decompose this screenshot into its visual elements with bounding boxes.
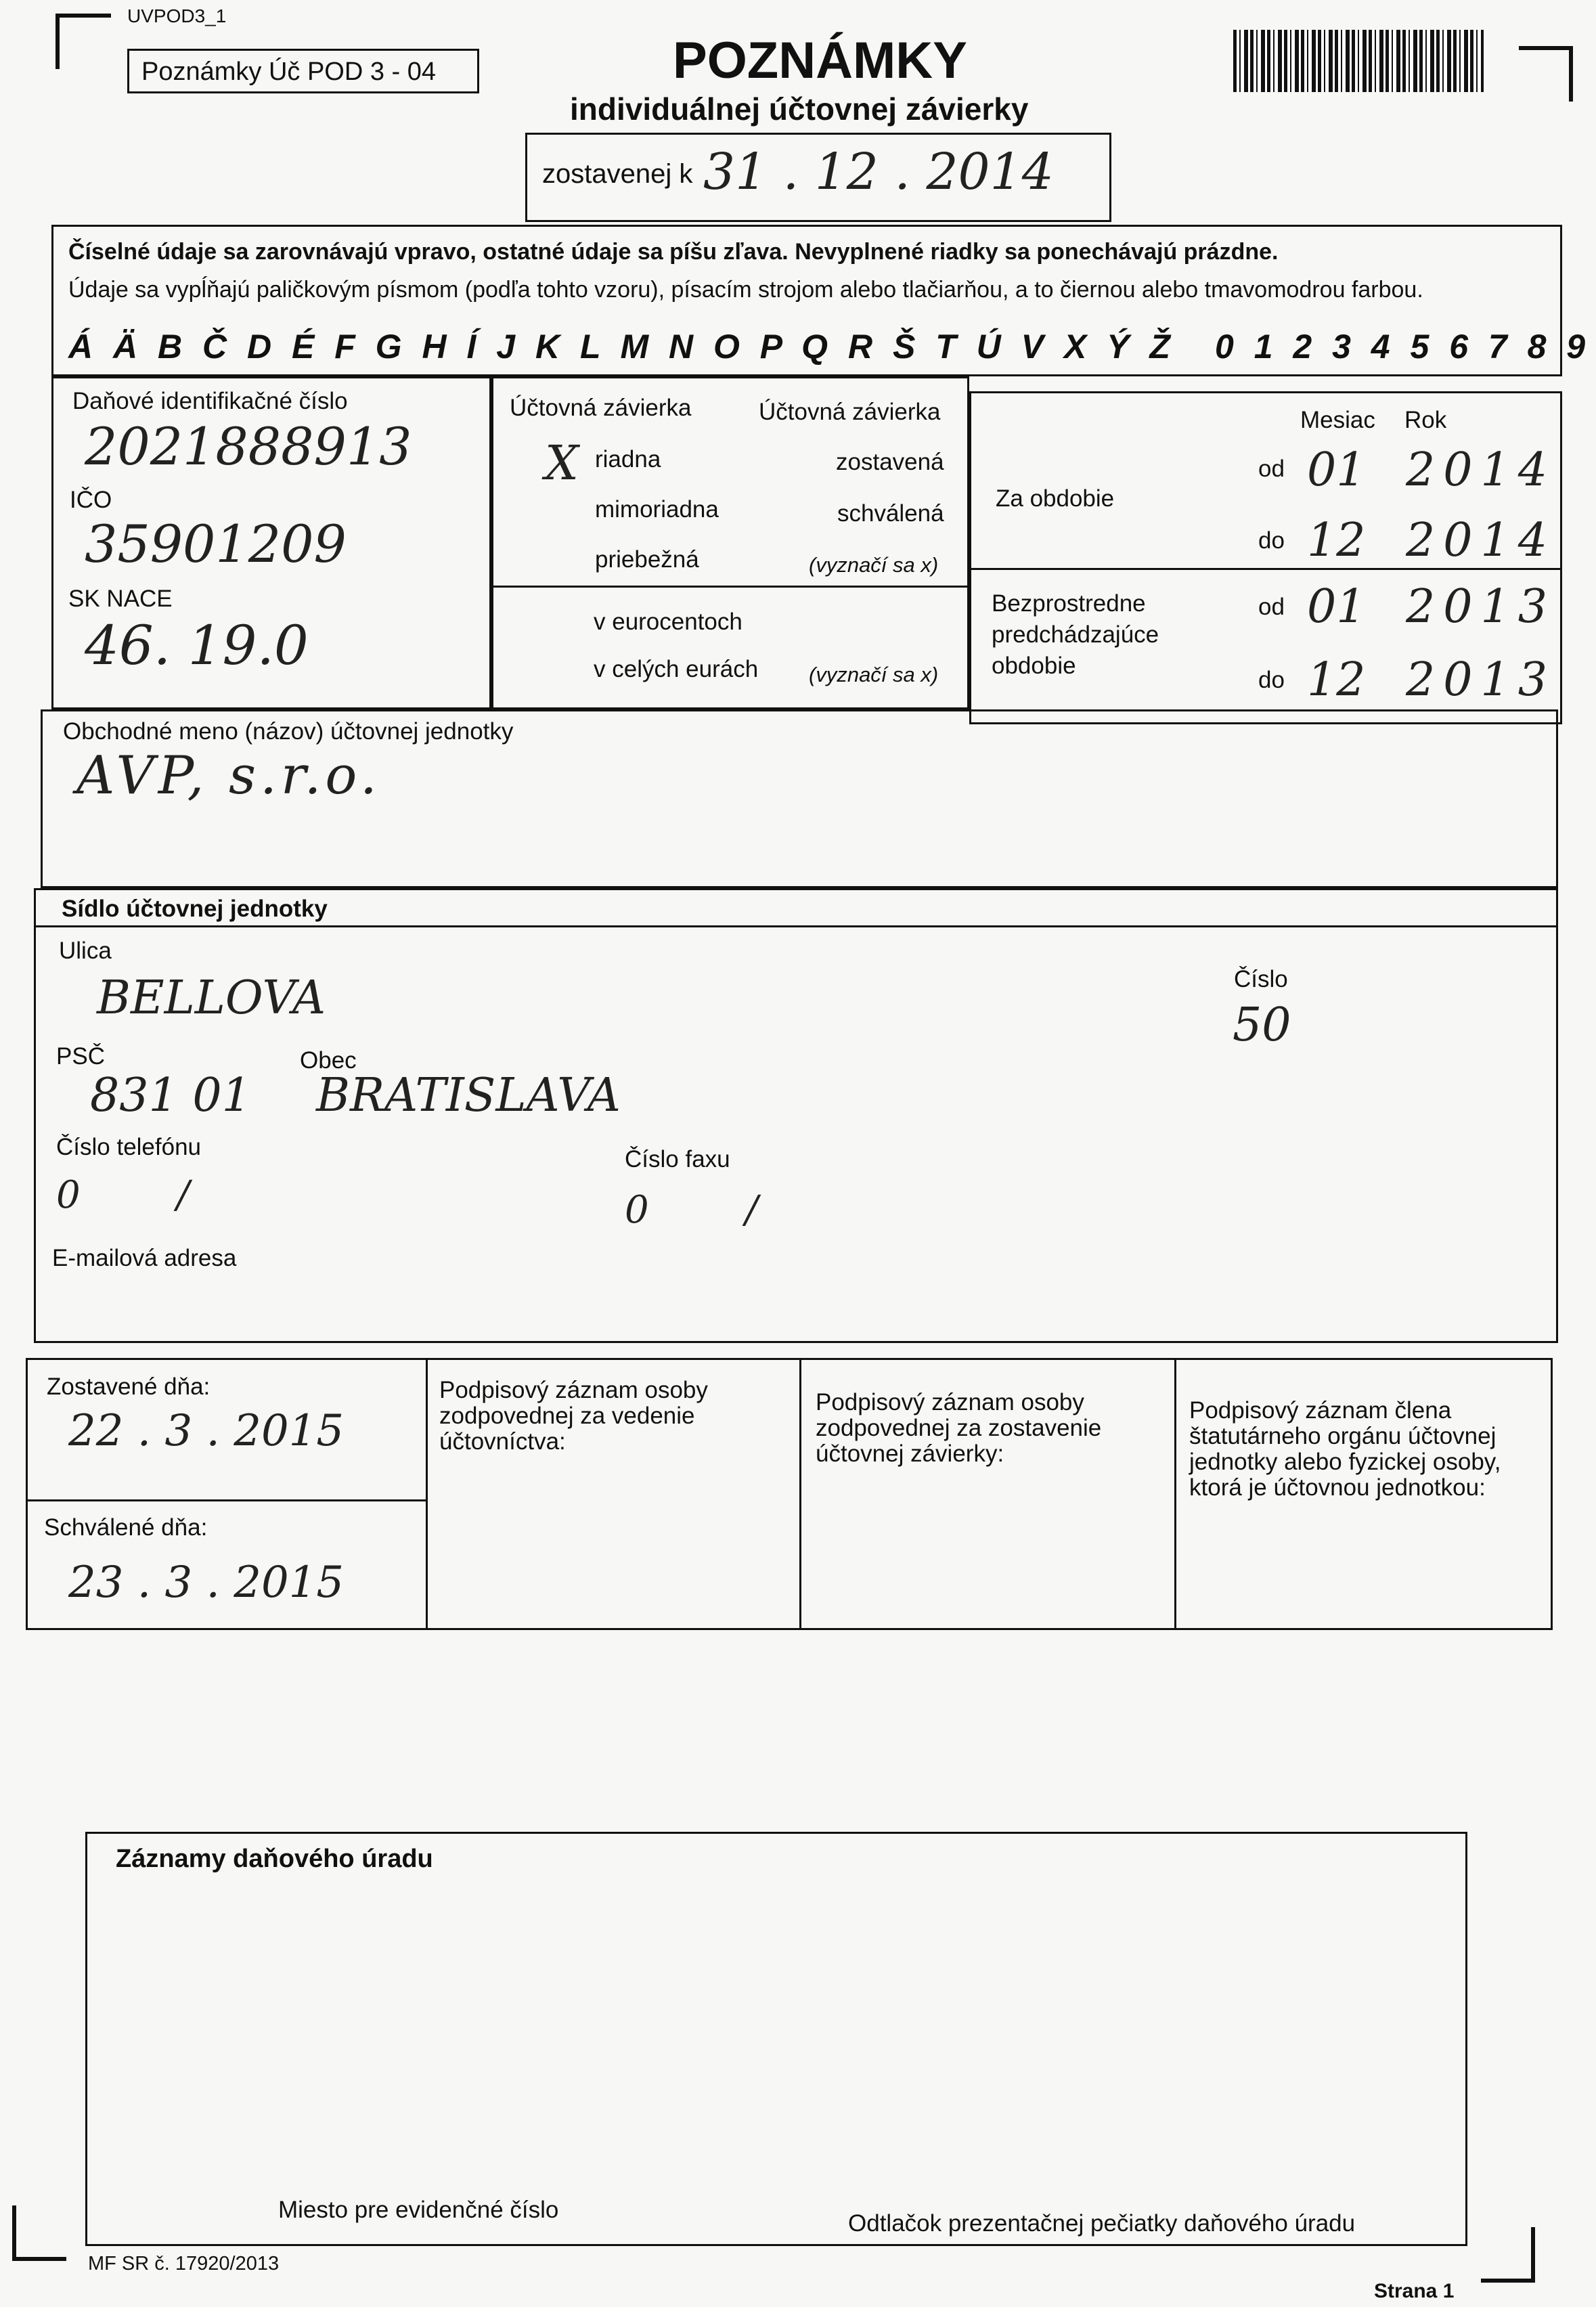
corner-mark-top-left xyxy=(56,14,60,69)
corner-mark-top-left-h xyxy=(56,14,111,18)
year-label: Rok xyxy=(1404,407,1447,433)
approved-date-label: Schválené dňa: xyxy=(44,1514,208,1541)
city-label: Obec xyxy=(300,1047,357,1074)
closing-mark-note: (vyznačí sa x) xyxy=(809,553,939,577)
number-label: Číslo xyxy=(1234,966,1288,992)
stamp-label: Odtlačok prezentačnej pečiatky daňového úradu xyxy=(848,2210,1356,2237)
email-label: E-mailová adresa xyxy=(52,1245,237,1271)
barcode xyxy=(1233,30,1484,92)
instructions-line-2: Údaje sa vypĺňajú paličkovým písmom (podľa tohto vzoru), písacím strojom alebo tlačiarňou, a to čiernou alebo tmavomodrou farbou. xyxy=(68,277,1423,303)
company-name-label: Obchodné meno (názov) účtovnej jednotky xyxy=(63,718,514,745)
ico-value: 35901209 xyxy=(85,514,347,574)
prepared-date-label: Zostavené dňa: xyxy=(47,1374,210,1400)
identification-box xyxy=(51,376,491,709)
compiler-signature-label: Podpisový záznam osoby zodpovednej za zostavenie účtovnej závierky: xyxy=(816,1389,1102,1467)
ico-label: IČO xyxy=(70,487,112,513)
phone-value: 0 / xyxy=(56,1173,190,1217)
document-subtitle: individuálnej účtovnej závierky xyxy=(570,91,1029,127)
signature-col-divider-3 xyxy=(1174,1360,1176,1628)
corner-mark-bottom-left xyxy=(12,2205,16,2261)
company-name-value: AVP, s.r.o. xyxy=(76,745,381,806)
number-value: 50 xyxy=(1233,998,1291,1052)
form-name: Poznámky Úč POD 3 - 04 xyxy=(141,58,437,86)
corner-mark-top-right xyxy=(1569,46,1573,102)
current-from-month: 01 xyxy=(1307,443,1366,497)
date-divider xyxy=(28,1499,426,1501)
fax-label: Číslo faxu xyxy=(625,1146,730,1172)
previous-to-month: 12 xyxy=(1307,653,1366,707)
company-name-box xyxy=(41,709,1558,888)
closing-divider xyxy=(493,586,967,588)
current-to-label: do xyxy=(1258,527,1285,554)
seat-heading-divider xyxy=(36,925,1556,927)
signatures-box xyxy=(26,1358,1553,1630)
page-number: Strana 1 xyxy=(1374,2280,1455,2302)
seat-box xyxy=(34,888,1558,1343)
prepared-to-label: zostavenej k xyxy=(542,159,693,189)
option-whole-euros: v celých eurách xyxy=(594,656,759,682)
form-name-box xyxy=(127,49,479,93)
previous-from-label: od xyxy=(1258,594,1285,620)
fax-value: 0 / xyxy=(625,1188,758,1232)
corner-mark-bottom-right xyxy=(1531,2227,1535,2283)
footer-code: MF SR č. 17920/2013 xyxy=(88,2253,280,2275)
closing-header-left: Účtovná závierka xyxy=(510,395,692,421)
closing-mark: X xyxy=(545,435,579,491)
city-value: BRATISLAVA xyxy=(316,1069,621,1122)
option-interim: priebežná xyxy=(595,546,699,573)
month-label: Mesiac xyxy=(1300,407,1375,433)
currency-mark-note: (vyznačí sa x) xyxy=(809,663,939,686)
nace-label: SK NACE xyxy=(68,586,173,612)
prepared-date-value: 22 . 3 . 2015 xyxy=(68,1406,345,1456)
zip-value: 831 01 xyxy=(90,1069,251,1122)
signature-col-divider-1 xyxy=(426,1360,428,1628)
nace-value: 46. 19.0 xyxy=(85,614,309,677)
dic-value: 2021888913 xyxy=(85,416,412,477)
option-compiled: zostavená xyxy=(836,449,944,475)
instructions-box xyxy=(51,225,1586,376)
previous-to-label: do xyxy=(1258,667,1285,693)
previous-to-year: 2013 xyxy=(1406,653,1556,707)
signature-col-divider-2 xyxy=(799,1360,801,1628)
sample-digits: 0 1 2 3 4 5 6 7 8 9 xyxy=(1215,328,1586,366)
option-eurocents: v eurocentoch xyxy=(594,609,742,635)
evidence-number-label: Miesto pre evidenčné číslo xyxy=(278,2197,559,2223)
zip-label: PSČ xyxy=(56,1043,105,1070)
accounting-signature-label: Podpisový záznam osoby zodpovednej za vedenie účtovníctva: xyxy=(439,1377,708,1455)
option-approved: schválená xyxy=(837,500,944,527)
prepared-to-value: 31 . 12 . 2014 xyxy=(703,143,1054,201)
previous-period-label: Bezprostredne predchádzajúce obdobie xyxy=(992,590,1159,679)
periods-box xyxy=(969,391,1562,724)
tax-office-box xyxy=(85,1832,1467,2246)
sample-letters: Á Ä B Č D É F G H Í J K L M N O P Q R Š T Ú V X Ý Ž xyxy=(68,328,1170,366)
corner-mark-top-right-h xyxy=(1519,46,1573,50)
closing-header-right: Účtovná závierka xyxy=(759,399,941,425)
street-label: Ulica xyxy=(59,938,112,964)
instructions-line-1: Číselné údaje sa zarovnávajú vpravo, ostatné údaje sa píšu zľava. Nevyplnené riadky sa ponechávajú prázdne. xyxy=(68,239,1279,265)
corner-mark-bottom-left-h xyxy=(12,2257,66,2261)
tax-office-heading: Záznamy daňového úradu xyxy=(116,1845,433,1873)
current-from-year: 2014 xyxy=(1406,443,1556,497)
seat-heading: Sídlo účtovnej jednotky xyxy=(62,896,328,922)
street-value: BELLOVA xyxy=(97,971,326,1025)
current-to-month: 12 xyxy=(1307,514,1366,567)
corner-mark-bottom-right-h xyxy=(1481,2279,1535,2283)
current-to-year: 2014 xyxy=(1406,514,1556,567)
prepared-to-box xyxy=(525,133,1111,222)
option-extraordinary: mimoriadna xyxy=(595,496,719,523)
phone-label: Číslo telefónu xyxy=(56,1134,202,1160)
approved-date-value: 23 . 3 . 2015 xyxy=(68,1558,345,1608)
previous-from-month: 01 xyxy=(1307,580,1366,634)
statutory-signature-label: Podpisový záznam člena štatutárneho orgánu účtovnej jednotky alebo fyzickej osoby, ktorá je účtovnou jednotkou: xyxy=(1189,1397,1501,1501)
current-from-label: od xyxy=(1258,456,1285,482)
document-title: POZNÁMKY xyxy=(673,32,967,89)
closing-type-box xyxy=(491,376,969,709)
previous-from-year: 2013 xyxy=(1406,580,1556,634)
form-code: UVPOD3_1 xyxy=(127,5,227,26)
dic-label: Daňové identifikačné číslo xyxy=(72,388,348,414)
current-period-label: Za obdobie xyxy=(996,485,1115,512)
option-regular: riadna xyxy=(595,446,661,473)
periods-divider xyxy=(971,568,1560,570)
